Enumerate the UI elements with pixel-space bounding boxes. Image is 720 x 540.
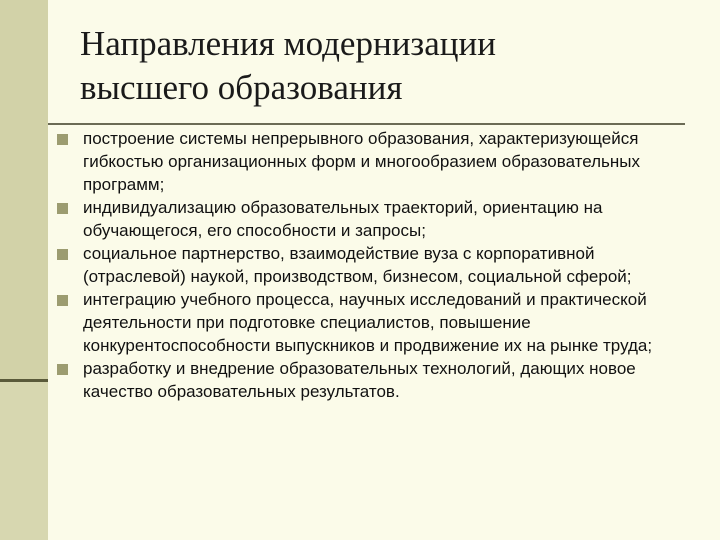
bullet-item	[57, 242, 697, 288]
bullet-text: социальное партнерство, взаимодействие вуза с корпоративной (отраслевой) наукой, производством, бизнесом, социальной сферой;	[83, 244, 632, 286]
bullet-text: построение системы непрерывного образования, характеризующейся гибкостью организационных форм и многообразием образовательных программ;	[83, 129, 641, 194]
bullet-text: разработку и внедрение образовательных технологий, дающих новое качество образовательных результатов.	[83, 359, 636, 401]
title-divider-line	[48, 123, 685, 125]
side-decoration-bar-lower	[0, 380, 48, 540]
square-bullet-icon	[57, 134, 68, 145]
square-bullet-icon	[57, 249, 68, 260]
square-bullet-icon	[57, 364, 68, 375]
slide-title-line-1: Направления модернизации	[80, 24, 496, 63]
bullet-text: интеграцию учебного процесса, научных исследований и практической деятельности при подготовке специалистов, повышение конкурентоспособности выпускников и продвижение их на рынке труда;	[83, 290, 653, 355]
side-divider-line	[0, 379, 48, 382]
bullet-item	[57, 357, 697, 403]
bullet-item	[57, 196, 697, 242]
slide-title-line-2: высшего образования	[80, 68, 403, 107]
bullet-text: индивидуализацию образовательных траекторий, ориентацию на обучающегося, его способности и запросы;	[83, 198, 603, 240]
square-bullet-icon	[57, 295, 68, 306]
bullet-list	[57, 127, 697, 403]
square-bullet-icon	[57, 203, 68, 214]
bullet-item	[57, 127, 697, 196]
bullet-item	[57, 288, 697, 357]
slide-title	[80, 22, 680, 110]
